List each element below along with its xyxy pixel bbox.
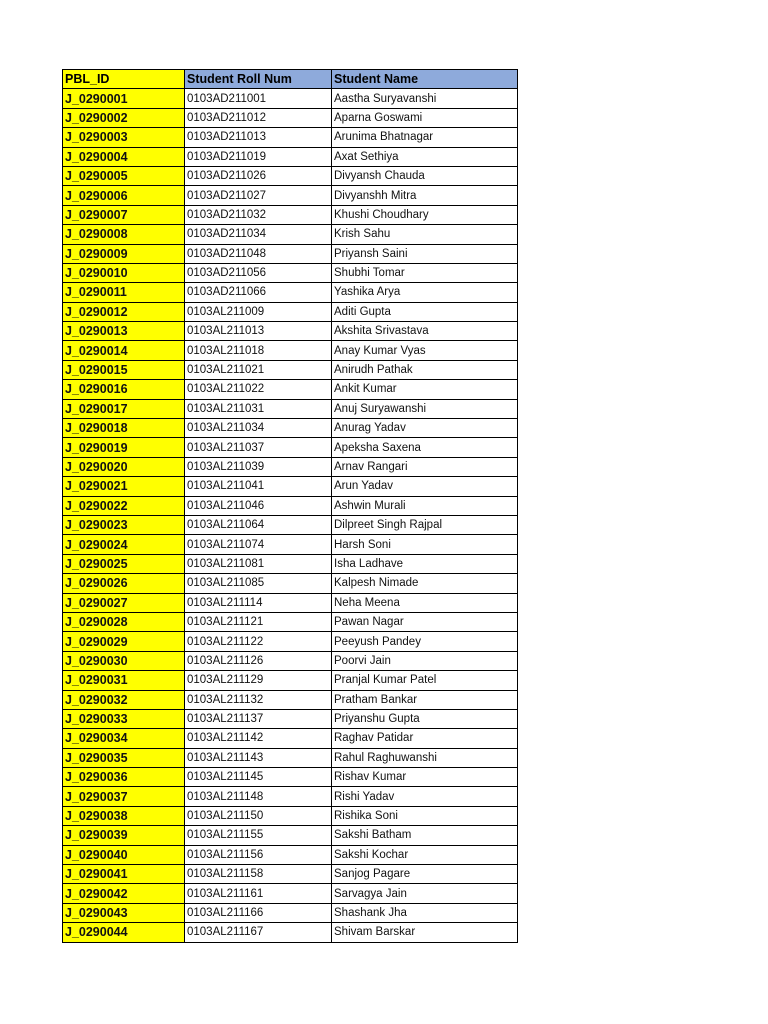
table-row xyxy=(63,574,518,593)
student-name-cell: Sanjog Pagare xyxy=(332,865,518,884)
student-name-cell: Divyanshh Mitra xyxy=(332,186,518,205)
table-row xyxy=(63,612,518,631)
table-row xyxy=(63,166,518,185)
student-table xyxy=(62,69,518,943)
table-row xyxy=(63,748,518,767)
pbl-id-cell: J_0290013 xyxy=(63,322,185,341)
roll-num-cell: 0103AL211021 xyxy=(185,360,332,379)
table-row xyxy=(63,244,518,263)
table-row xyxy=(63,515,518,534)
roll-num-cell: 0103AL211074 xyxy=(185,535,332,554)
pbl-id-cell: J_0290040 xyxy=(63,845,185,864)
student-name-cell: Apeksha Saxena xyxy=(332,438,518,457)
roll-num-cell: 0103AL211167 xyxy=(185,923,332,942)
student-name-cell: Rishav Kumar xyxy=(332,768,518,787)
student-name-cell: Pranjal Kumar Patel xyxy=(332,671,518,690)
student-name-cell: Kalpesh Nimade xyxy=(332,574,518,593)
table-row xyxy=(63,438,518,457)
roll-num-cell: 0103AL211046 xyxy=(185,496,332,515)
table-row xyxy=(63,787,518,806)
header-row xyxy=(63,70,518,89)
roll-num-cell: 0103AL211166 xyxy=(185,903,332,922)
roll-num-cell: 0103AL211137 xyxy=(185,709,332,728)
table-row xyxy=(63,496,518,515)
table-row xyxy=(63,322,518,341)
pbl-id-cell: J_0290036 xyxy=(63,768,185,787)
pbl-id-cell: J_0290001 xyxy=(63,89,185,108)
student-name-cell: Rishi Yadav xyxy=(332,787,518,806)
pbl-id-cell: J_0290010 xyxy=(63,263,185,282)
pbl-id-cell: J_0290026 xyxy=(63,574,185,593)
roll-num-cell: 0103AL211142 xyxy=(185,729,332,748)
student-name-cell: Neha Meena xyxy=(332,593,518,612)
roll-num-cell: 0103AL211009 xyxy=(185,302,332,321)
pbl-id-cell: J_0290023 xyxy=(63,515,185,534)
table-row xyxy=(63,535,518,554)
roll-num-cell: 0103AL211018 xyxy=(185,341,332,360)
roll-num-cell: 0103AL211155 xyxy=(185,826,332,845)
pbl-id-cell: J_0290027 xyxy=(63,593,185,612)
student-name-cell: Priyansh Saini xyxy=(332,244,518,263)
roll-num-cell: 0103AD211066 xyxy=(185,283,332,302)
student-name-cell: Shivam Barskar xyxy=(332,923,518,942)
pbl-id-cell: J_0290011 xyxy=(63,283,185,302)
table-row xyxy=(63,302,518,321)
student-name-cell: Raghav Patidar xyxy=(332,729,518,748)
table-row xyxy=(63,865,518,884)
student-name-cell: Divyansh Chauda xyxy=(332,166,518,185)
table-row xyxy=(63,457,518,476)
student-name-cell: Anuj Suryawanshi xyxy=(332,399,518,418)
pbl-id-cell: J_0290037 xyxy=(63,787,185,806)
pbl-id-cell: J_0290008 xyxy=(63,225,185,244)
table-row xyxy=(63,128,518,147)
roll-num-cell: 0103AL211085 xyxy=(185,574,332,593)
roll-num-cell: 0103AL211031 xyxy=(185,399,332,418)
table-row xyxy=(63,399,518,418)
roll-num-cell: 0103AL211022 xyxy=(185,380,332,399)
pbl-id-cell: J_0290039 xyxy=(63,826,185,845)
table-row xyxy=(63,923,518,942)
table-row xyxy=(63,419,518,438)
pbl-id-cell: J_0290044 xyxy=(63,923,185,942)
roll-num-cell: 0103AL211148 xyxy=(185,787,332,806)
student-name-cell: Sakshi Batham xyxy=(332,826,518,845)
table-row xyxy=(63,341,518,360)
table-row xyxy=(63,593,518,612)
pbl-id-cell: J_0290032 xyxy=(63,690,185,709)
student-name-cell: Priyanshu Gupta xyxy=(332,709,518,728)
table-row xyxy=(63,283,518,302)
student-name-cell: Pratham Bankar xyxy=(332,690,518,709)
roll-num-cell: 0103AD211026 xyxy=(185,166,332,185)
roll-num-cell: 0103AL211150 xyxy=(185,806,332,825)
pbl-id-cell: J_0290017 xyxy=(63,399,185,418)
roll-num-cell: 0103AL211013 xyxy=(185,322,332,341)
student-name-cell: Aparna Goswami xyxy=(332,108,518,127)
pbl-id-cell: J_0290016 xyxy=(63,380,185,399)
student-name-cell: Ashwin Murali xyxy=(332,496,518,515)
student-name-cell: Rishika Soni xyxy=(332,806,518,825)
roll-num-cell: 0103AL211143 xyxy=(185,748,332,767)
table-row xyxy=(63,263,518,282)
table-row xyxy=(63,709,518,728)
roll-num-cell: 0103AL211158 xyxy=(185,865,332,884)
student-name-cell: Harsh Soni xyxy=(332,535,518,554)
pbl-id-cell: J_0290028 xyxy=(63,612,185,631)
table-row xyxy=(63,806,518,825)
roll-num-cell: 0103AL211039 xyxy=(185,457,332,476)
header-student-name: Student Name xyxy=(332,70,518,89)
roll-num-cell: 0103AD211056 xyxy=(185,263,332,282)
roll-num-cell: 0103AD211027 xyxy=(185,186,332,205)
pbl-id-cell: J_0290034 xyxy=(63,729,185,748)
student-name-cell: Anurag Yadav xyxy=(332,419,518,438)
table-row xyxy=(63,690,518,709)
roll-num-cell: 0103AL211041 xyxy=(185,477,332,496)
student-name-cell: Aditi Gupta xyxy=(332,302,518,321)
roll-num-cell: 0103AD211001 xyxy=(185,89,332,108)
table-row xyxy=(63,903,518,922)
pbl-id-cell: J_0290024 xyxy=(63,535,185,554)
student-name-cell: Arunima Bhatnagar xyxy=(332,128,518,147)
table-row xyxy=(63,108,518,127)
pbl-id-cell: J_0290014 xyxy=(63,341,185,360)
pbl-id-cell: J_0290003 xyxy=(63,128,185,147)
table-row xyxy=(63,729,518,748)
table-row xyxy=(63,826,518,845)
header-student-roll-num: Student Roll Num xyxy=(185,70,332,89)
roll-num-cell: 0103AD211013 xyxy=(185,128,332,147)
pbl-id-cell: J_0290043 xyxy=(63,903,185,922)
roll-num-cell: 0103AD211048 xyxy=(185,244,332,263)
student-name-cell: Sakshi Kochar xyxy=(332,845,518,864)
pbl-id-cell: J_0290025 xyxy=(63,554,185,573)
roll-num-cell: 0103AD211032 xyxy=(185,205,332,224)
roll-num-cell: 0103AL211034 xyxy=(185,419,332,438)
student-name-cell: Aastha Suryavanshi xyxy=(332,89,518,108)
roll-num-cell: 0103AD211019 xyxy=(185,147,332,166)
pbl-id-cell: J_0290018 xyxy=(63,419,185,438)
table-row xyxy=(63,632,518,651)
table-row xyxy=(63,671,518,690)
pbl-id-cell: J_0290022 xyxy=(63,496,185,515)
pbl-id-cell: J_0290012 xyxy=(63,302,185,321)
pbl-id-cell: J_0290041 xyxy=(63,865,185,884)
pbl-id-cell: J_0290006 xyxy=(63,186,185,205)
pbl-id-cell: J_0290020 xyxy=(63,457,185,476)
pbl-id-cell: J_0290021 xyxy=(63,477,185,496)
table-row xyxy=(63,845,518,864)
student-name-cell: Krish Sahu xyxy=(332,225,518,244)
student-name-cell: Shubhi Tomar xyxy=(332,263,518,282)
table-row xyxy=(63,186,518,205)
pbl-id-cell: J_0290004 xyxy=(63,147,185,166)
roll-num-cell: 0103AD211034 xyxy=(185,225,332,244)
table-row xyxy=(63,225,518,244)
student-name-cell: Ankit Kumar xyxy=(332,380,518,399)
student-name-cell: Dilpreet Singh Rajpal xyxy=(332,515,518,534)
table-row xyxy=(63,360,518,379)
roll-num-cell: 0103AL211132 xyxy=(185,690,332,709)
student-name-cell: Akshita Srivastava xyxy=(332,322,518,341)
header-pbl-id: PBL_ID xyxy=(63,70,185,89)
pbl-id-cell: J_0290042 xyxy=(63,884,185,903)
roll-num-cell: 0103AL211156 xyxy=(185,845,332,864)
student-name-cell: Pawan Nagar xyxy=(332,612,518,631)
pbl-id-cell: J_0290009 xyxy=(63,244,185,263)
student-name-cell: Peeyush Pandey xyxy=(332,632,518,651)
pbl-id-cell: J_0290029 xyxy=(63,632,185,651)
student-name-cell: Anirudh Pathak xyxy=(332,360,518,379)
pbl-id-cell: J_0290007 xyxy=(63,205,185,224)
pbl-id-cell: J_0290038 xyxy=(63,806,185,825)
roll-num-cell: 0103AL211145 xyxy=(185,768,332,787)
student-name-cell: Arun Yadav xyxy=(332,477,518,496)
pbl-id-cell: J_0290035 xyxy=(63,748,185,767)
table-row xyxy=(63,89,518,108)
roll-num-cell: 0103AD211012 xyxy=(185,108,332,127)
student-name-cell: Poorvi Jain xyxy=(332,651,518,670)
table-row xyxy=(63,651,518,670)
table-row xyxy=(63,768,518,787)
roll-num-cell: 0103AL211161 xyxy=(185,884,332,903)
student-name-cell: Khushi Choudhary xyxy=(332,205,518,224)
student-name-cell: Isha Ladhave xyxy=(332,554,518,573)
pbl-id-cell: J_0290019 xyxy=(63,438,185,457)
pbl-id-cell: J_0290031 xyxy=(63,671,185,690)
pbl-id-cell: J_0290033 xyxy=(63,709,185,728)
table-row xyxy=(63,477,518,496)
roll-num-cell: 0103AL211064 xyxy=(185,515,332,534)
student-name-cell: Rahul Raghuwanshi xyxy=(332,748,518,767)
student-name-cell: Shashank Jha xyxy=(332,903,518,922)
roll-num-cell: 0103AL211037 xyxy=(185,438,332,457)
roll-num-cell: 0103AL211129 xyxy=(185,671,332,690)
roll-num-cell: 0103AL211126 xyxy=(185,651,332,670)
pbl-id-cell: J_0290005 xyxy=(63,166,185,185)
roll-num-cell: 0103AL211114 xyxy=(185,593,332,612)
roll-num-cell: 0103AL211081 xyxy=(185,554,332,573)
pbl-id-cell: J_0290030 xyxy=(63,651,185,670)
table-row xyxy=(63,884,518,903)
pbl-id-cell: J_0290002 xyxy=(63,108,185,127)
table-row xyxy=(63,380,518,399)
student-name-cell: Yashika Arya xyxy=(332,283,518,302)
pbl-id-cell: J_0290015 xyxy=(63,360,185,379)
student-name-cell: Axat Sethiya xyxy=(332,147,518,166)
table-row xyxy=(63,205,518,224)
table-row xyxy=(63,554,518,573)
student-name-cell: Arnav Rangari xyxy=(332,457,518,476)
roll-num-cell: 0103AL211122 xyxy=(185,632,332,651)
table-body xyxy=(63,89,518,942)
student-name-cell: Anay Kumar Vyas xyxy=(332,341,518,360)
roll-num-cell: 0103AL211121 xyxy=(185,612,332,631)
student-name-cell: Sarvagya Jain xyxy=(332,884,518,903)
table-row xyxy=(63,147,518,166)
